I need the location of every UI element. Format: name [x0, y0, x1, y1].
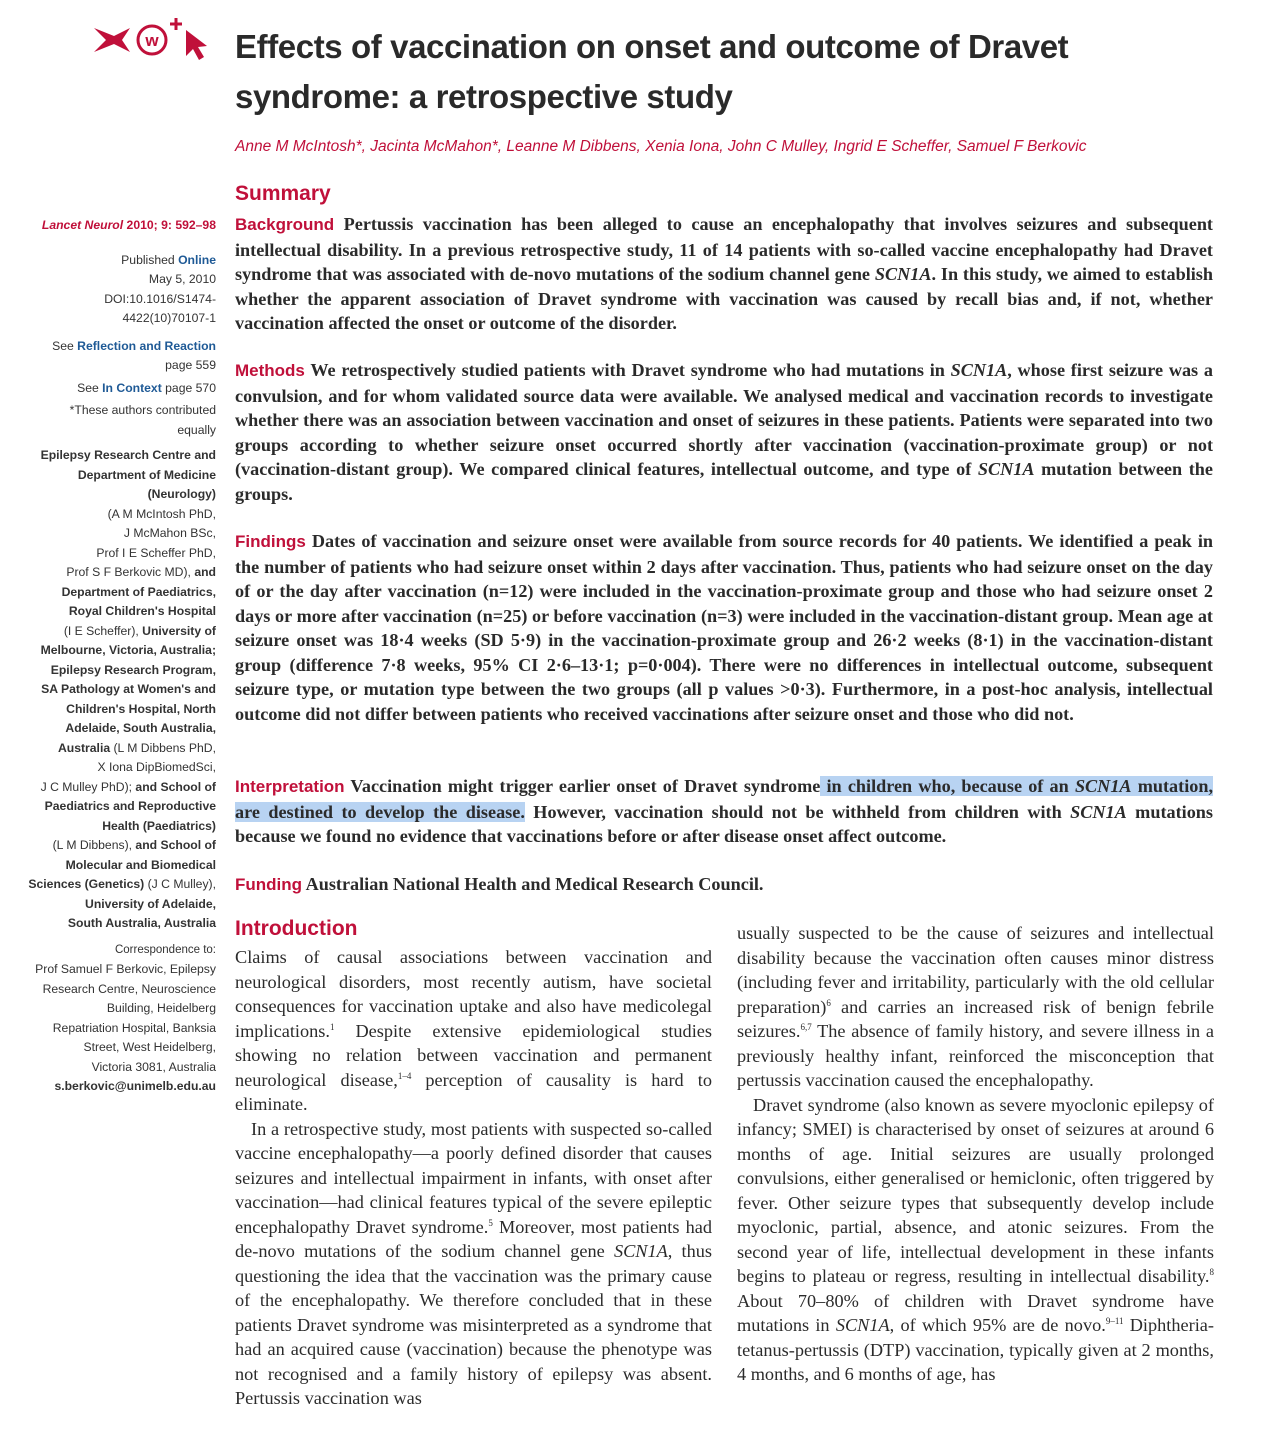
intro-text: , of which 95% are de novo. — [889, 1315, 1106, 1335]
correspondence-line: Repatriation Hospital, Banksia — [52, 1020, 216, 1035]
interpretation-text-mid: However, vaccination should not be withheld from children with — [524, 801, 1071, 822]
affiliation-line: Health (Paediatrics) — [102, 818, 216, 833]
affiliation-line: Epilepsy Research Centre and — [40, 448, 216, 462]
intro-paragraph — [235, 945, 712, 1117]
see-reflection-page: page 559 — [165, 358, 216, 372]
authors-note-1: *These authors contributed — [69, 403, 216, 417]
intro-text: Despite extensive epidemiological studies showing no relation between vaccination and permanent neurological disease, — [235, 1020, 712, 1090]
intro-text: Moreover, most patients had de-novo mutations of the sodium channel gene — [235, 1216, 712, 1261]
gene-name: SCN1A — [1070, 801, 1127, 822]
findings-label: Findings — [235, 532, 306, 551]
affiliation-line: Epilepsy Research Program, — [50, 662, 216, 677]
intro-text: perception of causality is hard to eliminate. — [235, 1069, 712, 1114]
highlighted-text-end: mutation, are destined to develop the disease. — [235, 776, 1214, 822]
findings-text: Dates of vaccination and seizure onset were available from source records for 40 patients. We identified a peak in the number of patients who had seizure onset within 2 days after vaccination. Thus, patients who had seizure onset on the day of or the day after vaccination (n=12) were included in the vaccination-proximate group and those who had seizure onset 2 days or more after vaccination (n=25) or before vaccination (n=3) were included in the vaccination-distant group. Mean age at seizure onset was 18·4 weeks (SD 5·9) in the vaccination-proximate group and 26·2 weeks (8·1) in the vaccination-distant group (difference 7·8 weeks, 95% CI 2·6–13·1; p=0·004). There were no differences in intellectual outcome, subsequent seizure type, or mutation type between the two groups (all p values >0·3). Furthermore, in a post-hoc analysis, intellectual outcome did not differ between patients who received vaccinations after seizure onset and those who did not. — [235, 531, 1213, 724]
affiliation-bold-text: and — [194, 565, 216, 579]
journal-name: Lancet Neurol — [41, 218, 124, 232]
intro-text: usually suspected to be the cause of seizures and intellectual disability because the vaccination often causes minor distress (including fever and irritability, particularly with the old cellular preparation) — [737, 923, 1214, 1017]
affiliation-line: J McMahon BSc, — [123, 526, 216, 540]
abstract-interpretation — [235, 774, 1213, 849]
reference-superscript[interactable]: 6 — [826, 997, 831, 1008]
affiliation-line — [14, 836, 216, 856]
affiliation-line — [14, 563, 216, 583]
affiliation-line: Paediatrics and Reproductive — [44, 799, 216, 813]
methods-label: Methods — [235, 361, 305, 380]
funding-text: Australian National Health and Medical Research Council. — [302, 874, 764, 894]
affiliation-bold-text: University of — [142, 623, 216, 638]
background-label: Background — [235, 215, 335, 234]
svg-text:w: w — [145, 31, 159, 50]
author-list: Anne M McIntosh*, Jacinta McMahon*, Leanne M Dibbens, Xenia Iona, John C Mulley, Ingrid E Scheffer, Samuel F Berkovic — [235, 138, 1087, 155]
reflection-reaction-link[interactable]: Reflection and Reaction — [77, 338, 216, 353]
article-sidebar — [14, 216, 216, 1097]
affiliation-line: South Australia, Australia — [67, 916, 216, 930]
affiliation-line: Children's Hospital, North — [66, 701, 216, 716]
correspondence-email[interactable]: s.berkovic@unimelb.edu.au — [54, 1079, 216, 1093]
intro-text: In a retrospective study, most patients with suspected so-called vaccine encephalopathy—a poorly defined disorder that causes seizures and intellectual impairment in infants, with onset after vaccination—had clinical features typical of the severe epileptic encephalopathy Dravet syndrome. — [235, 1118, 712, 1237]
published-prefix: Published — [121, 252, 179, 267]
intro-paragraph — [737, 1093, 1214, 1387]
correspondence-line: Building, Heidelberg — [106, 1001, 216, 1015]
affiliation-text: (L M Dibbens PhD, — [110, 740, 216, 755]
journal-logo — [92, 14, 222, 64]
abstract-findings — [235, 529, 1213, 726]
funding-label: Funding — [235, 875, 303, 894]
methods-text-end: mutation between the groups. — [235, 459, 1213, 504]
affiliation-line: University of Adelaide, — [85, 896, 216, 911]
affiliation-line: Molecular and Biomedical — [65, 857, 216, 872]
introduction-heading: Introduction — [235, 917, 358, 940]
interpretation-label: Interpretation — [235, 777, 345, 796]
reference-superscript[interactable]: 1–4 — [397, 1070, 412, 1081]
intro-text: , thus questioning the idea that the vaccination was the primary cause of the encephalopathy. We therefore concluded that in these patients Dravet syndrome was misinterpreted as a syndrome that had an acquired cause (vaccination) because the phenotype was not recognised and a family history of epilepsy was absent. Pertussis vaccination was — [235, 1241, 712, 1408]
gene-name: SCN1A — [874, 264, 932, 284]
correspondence — [14, 941, 216, 1078]
see-prefix: See — [77, 380, 103, 395]
published-line — [14, 251, 216, 271]
affiliation-line: Melbourne, Victoria, Australia; — [40, 643, 216, 657]
methods-text: We retrospectively studied patients with Dravet syndrome who had mutations in — [304, 360, 951, 380]
affiliation-text: (I E Scheffer), — [63, 623, 143, 638]
correspondence-line: Research Centre, Neuroscience — [42, 981, 216, 996]
highlighted-text: in children who, because of an — [820, 776, 1075, 796]
summary-heading: Summary — [235, 182, 331, 205]
methods-text-mid: , whose first seizure was a convulsion, and for whom validated source data were available. We analysed medical and vaccination records to investigate whether there was an association between vaccination and onset of seizures in these patients. Patients were separated into two groups according to whether seizure onset occurred shortly after vaccination (vaccination-proximate group) or not (vaccination-distant group). We compared clinical features, intellectual outcome, and type of — [235, 360, 1213, 479]
see-prefix: See — [52, 338, 78, 353]
abstract-background — [235, 212, 1213, 336]
affiliation-line: Royal Children's Hospital — [68, 604, 216, 618]
affiliations — [14, 446, 216, 934]
affiliation-bold-text: and School of — [135, 779, 216, 794]
reference-superscript[interactable]: 5 — [488, 1217, 493, 1228]
in-context-link[interactable]: In Context — [102, 380, 162, 395]
interpretation-text: Vaccination might trigger earlier onset of Dravet syndrome — [344, 776, 821, 796]
intro-text: Claims of causal associations between vaccination and neurological disorders, most recently autism, have societal consequences for vaccination uptake and also have medicolegal implications. — [235, 947, 712, 1041]
lancet-logo-icon — [92, 14, 222, 64]
citation-volume: 2010; 9: 592–98 — [123, 218, 216, 232]
intro-text: The absence of family history, and severe illness in a previously healthy infant, reinforced the misconception that pertussis vaccination caused the encephalopathy. — [737, 1021, 1214, 1090]
background-text: Pertussis vaccination has been alleged to cause an encephalopathy that involves seizures and subsequent intellectual disability. In a previous retrospective study, 11 of 14 patients with so-called vaccine encephalopathy had Dravet syndrome that was associated with de-novo mutations of the sodium channel gene — [235, 214, 1213, 284]
correspondence-line: Street, West Heidelberg, — [83, 1040, 216, 1054]
affiliation-line: (A M McIntosh PhD, — [107, 506, 216, 521]
intro-text: Dravet syndrome (also known as severe myoclonic epilepsy of infancy; SMEI) is characterised by onset of seizures at around 6 months of age. Initial seizures are usually prolonged convulsions, either generalised or hemiclonic, often triggered by fever. Other seizure types that subsequently develop include myoclonic, partial, absence, and atonic seizures. From the second year of life, intellectual development in these infants begins to plateau or regress, resulting in intellectual disability. — [737, 1094, 1214, 1286]
intro-text: Diphtheria-tetanus-pertussis (DTP) vaccination, typically given at 2 months, 4 months, and 6 months of age, has — [737, 1315, 1214, 1384]
doi-line-2: 4422(10)70107-1 — [122, 311, 216, 325]
gene-name: SCN1A — [613, 1241, 668, 1261]
article-title: Effects of vaccination on onset and outcome of Dravet syndrome: a retrospective study — [235, 28, 1069, 115]
affiliation-text: J C Mulley PhD); — [40, 779, 136, 794]
intro-text: and carries an increased risk of benign febrile seizures. — [737, 996, 1214, 1041]
intro-paragraph — [235, 1117, 712, 1411]
gene-name: SCN1A — [1074, 776, 1132, 796]
affiliation-bold-text: Sciences (Genetics) — [28, 877, 145, 891]
interpretation-text-end: mutations because we found no evidence that vaccinations before or after disease onset affect outcome. — [235, 801, 1213, 846]
affiliation-text: (J C Mulley), — [144, 877, 216, 891]
affiliation-line — [14, 739, 216, 759]
intro-paragraph — [737, 921, 1214, 1093]
reference-superscript[interactable]: 1 — [329, 1021, 335, 1032]
see-in-context — [14, 379, 216, 399]
correspondence-line: Prof Samuel F Berkovic, Epilepsy — [35, 962, 216, 976]
in-context-page: page 570 — [161, 380, 216, 395]
affiliation-line: Prof I E Scheffer PhD, — [96, 545, 216, 560]
correspondence-line: Victoria 3081, Australia — [91, 1059, 216, 1074]
affiliation-line — [14, 875, 216, 895]
affiliation-line: (Neurology) — [147, 487, 216, 501]
authors-note-2: equally — [177, 422, 216, 437]
reference-superscript[interactable]: 6,7 — [800, 1021, 812, 1032]
affiliation-line: Adelaide, South Australia, — [65, 721, 216, 735]
affiliation-text: Prof S F Berkovic MD), — [66, 565, 195, 579]
affiliation-line — [14, 778, 216, 798]
affiliation-line: X Iona DipBiomedSci, — [97, 760, 216, 774]
gene-name: SCN1A — [835, 1315, 890, 1335]
background-text-end: . In this study, we aimed to establish whether the apparent association of Dravet syndrome with vaccination was caused by recall bias and, if not, whether vaccination affected the onset or outcome of the disorder. — [235, 264, 1213, 333]
affiliation-bold-text: and School of — [135, 838, 216, 852]
abstract-methods — [235, 358, 1213, 506]
gene-name: SCN1A — [950, 360, 1008, 380]
affiliation-line: SA Pathology at Women's and — [41, 682, 216, 696]
affiliation-bold-text: Australia — [57, 740, 111, 755]
gene-name: SCN1A — [977, 459, 1035, 479]
reference-superscript[interactable]: 9–11 — [1105, 1315, 1124, 1326]
affiliation-text: (L M Dibbens), — [52, 838, 136, 852]
affiliation-line: Department of Medicine — [77, 467, 216, 482]
abstract-funding — [235, 872, 1213, 898]
affiliation-line — [14, 622, 216, 642]
citation — [14, 216, 216, 236]
intro-left-column — [235, 945, 712, 1411]
see-reflection — [14, 337, 216, 357]
published-date: May 5, 2010 — [148, 272, 216, 286]
intro-text: About 70–80% of children with Dravet syndrome have mutations in — [737, 1290, 1214, 1335]
affiliation-line: Department of Paediatrics, — [61, 584, 216, 599]
doi-line-1: DOI:10.1016/S1474- — [104, 291, 216, 306]
published-online-link[interactable]: Online — [178, 252, 216, 267]
intro-right-column — [737, 921, 1214, 1387]
correspondence-line: Correspondence to: — [114, 943, 216, 956]
reference-superscript[interactable]: 8 — [1209, 1266, 1214, 1277]
